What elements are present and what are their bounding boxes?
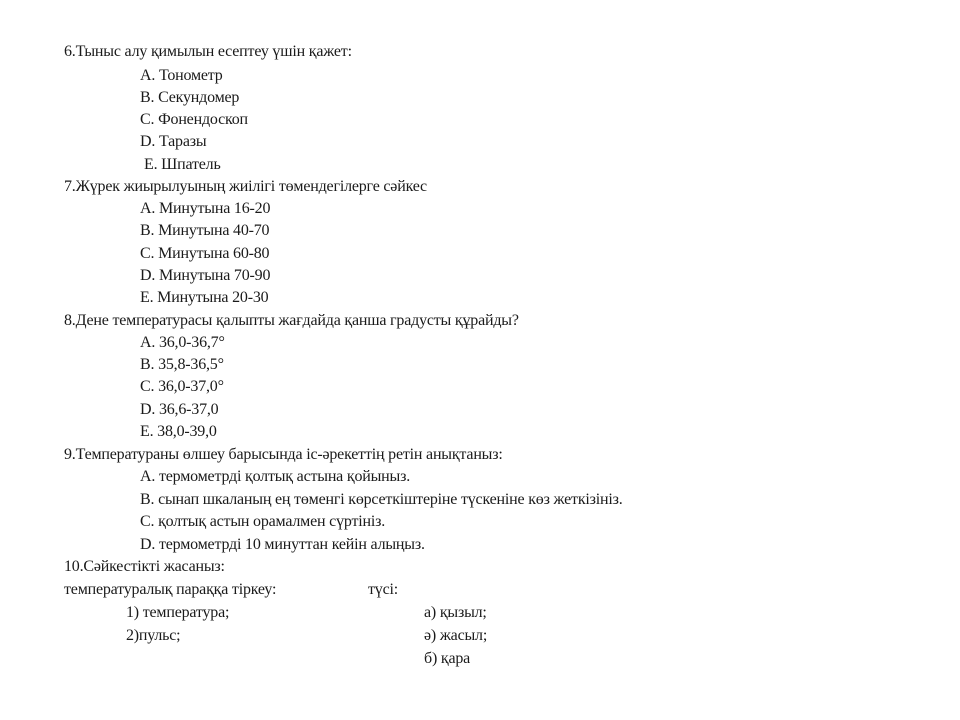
question-8-option-b: B. 35,8-36,5° xyxy=(140,356,224,373)
question-7-option-d: D. Минутына 70-90 xyxy=(140,267,271,284)
question-8: 8.Дене температурасы қалыпты жағдайда қанша градусты құрайды? xyxy=(64,312,519,329)
question-7-option-b: B. Минутына 40-70 xyxy=(140,222,270,239)
question-8-option-e: E. 38,0-39,0 xyxy=(140,423,217,440)
match-right-item-b: б) қара xyxy=(424,650,471,667)
question-8-option-d: D. 36,6-37,0 xyxy=(140,401,219,418)
question-6-option-d: D. Таразы xyxy=(140,133,207,150)
match-left-item-1: 1) температура; xyxy=(126,604,230,621)
question-9-option-b: B. сынап шкаланың ең төменгі көрсеткіштеріне түскеніне көз жеткізініз. xyxy=(140,491,623,508)
question-6-option-a: A. Тонометр xyxy=(140,67,223,84)
question-8-option-a: A. 36,0-36,7° xyxy=(140,334,225,351)
question-9-option-a: A. термометрді қолтық астына қойыныз. xyxy=(140,468,411,485)
question-6-option-e: E. Шпатель xyxy=(144,156,221,173)
question-6-option-c: C. Фонендоскоп xyxy=(140,111,248,128)
question-10: 10.Сәйкестікті жасаныз: xyxy=(64,558,225,575)
match-left-item-2: 2)пульс; xyxy=(126,627,181,644)
question-7-option-c: C. Минутына 60-80 xyxy=(140,245,270,262)
question-9: 9.Температураны өлшеу барысында іс-әрекеттің ретін анықтаныз: xyxy=(64,446,503,463)
match-left-header: температуралық параққа тіркеу: xyxy=(64,581,277,598)
question-7-option-a: A. Минутына 16-20 xyxy=(140,200,271,217)
question-6: 6.Тыныс алу қимылын есептеу үшін қажет: xyxy=(64,43,352,60)
question-9-option-c: C. қолтық астын орамалмен сүртініз. xyxy=(140,513,386,530)
match-right-item-a: а) қызыл; xyxy=(424,604,487,621)
question-7-option-e: E. Минутына 20-30 xyxy=(140,289,269,306)
match-right-header: түсі: xyxy=(368,581,398,598)
question-7: 7.Жүрек жиырылуының жиілігі төмендегілерге сәйкес xyxy=(64,178,427,195)
match-right-item-ae: ә) жасыл; xyxy=(424,627,488,644)
question-9-option-d: D. термометрді 10 минуттан кейін алыңыз. xyxy=(140,536,425,553)
question-6-option-b: B. Секундомер xyxy=(140,89,240,106)
question-8-option-c: C. 36,0-37,0° xyxy=(140,378,224,395)
